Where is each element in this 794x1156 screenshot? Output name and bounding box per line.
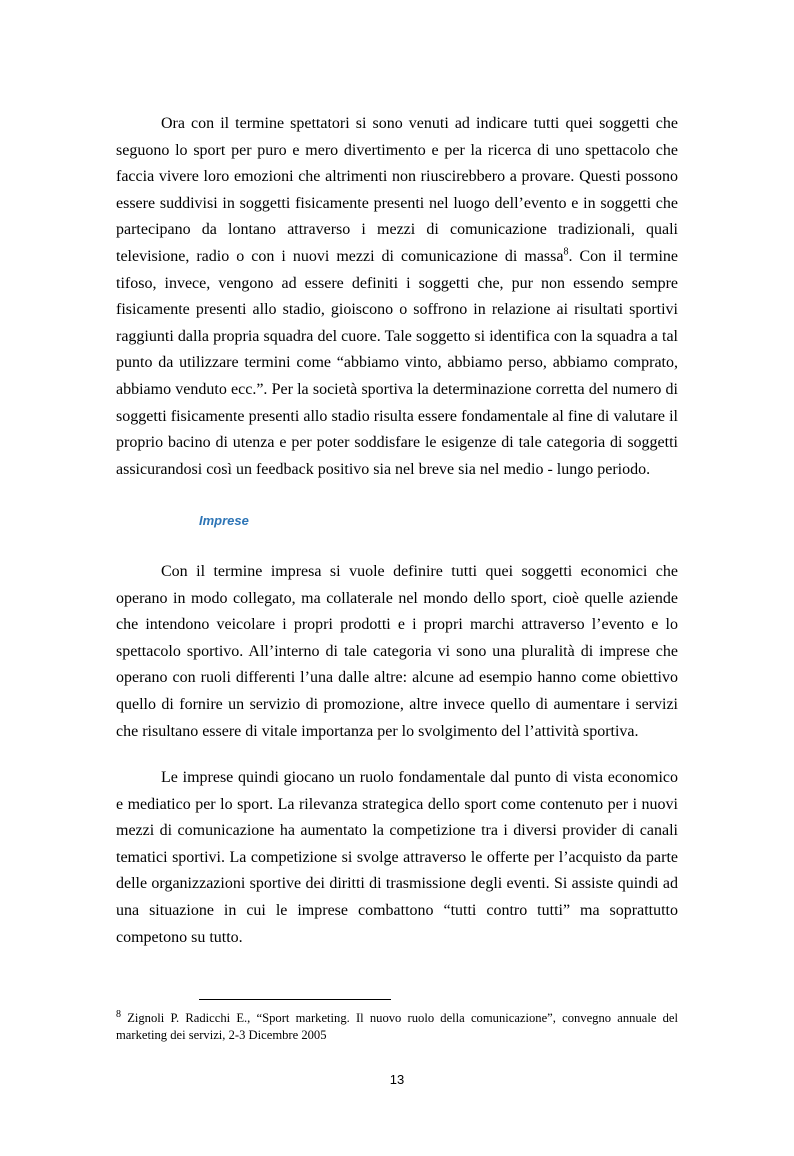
footnote [116, 1010, 678, 1044]
page-number: 13 [389, 1072, 405, 1087]
footnote-text: Zignoli P. Radicchi E., “Sport marketing. Il nuovo ruolo della comunicazione”, convegno annuale del marketing dei servizi, 2-3 Dicembre 2005 [116, 1011, 678, 1042]
paragraph-text: . Con il termine tifoso, invece, vengono ad essere definiti i soggetti che, pur non essendo sempre fisicamente presenti allo stadio, gioiscono o soffrono in relazione ai risultati sportivi raggiunti dalla propria squadra del cuore. Tale soggetto si identifica con la squadra a tal punto da utilizzare termini come “abbiamo vinto, abbiamo perso, abbiamo comprato, abbiamo venduto ecc.”. Per la società sportiva la determinazione corretta del numero di soggetti fisicamente presenti allo stadio risulta essere fondamentale al fine di valutare il proprio bacino di utenza e per poter soddisfare le esigenze di tale categoria di soggetti assicurandosi così un feedback positivo sia nel breve sia nel medio - lungo periodo. [116, 247, 678, 478]
footnote-number: 8 [116, 1008, 121, 1020]
footnote-separator [199, 999, 391, 1000]
paragraph-imprese-role: Le imprese quindi giocano un ruolo fondamentale dal punto di vista economico e mediatico per lo sport. La rilevanza strategica dello sport come contenuto per i nuovi mezzi di comunicazione ha aumentato la competizione tra i diversi provider di canali tematici sportivi. La competizione si svolge attraverso le offerte per l’acquisto da parte delle organizzazioni sportive dei diritti di trasmissione degli eventi. Si assiste quindi ad una situazione in cui le imprese combattono “tutti contro tutti” ma soprattutto competono su tutto. [116, 769, 678, 946]
paragraph-impresa-definition: Con il termine impresa si vuole definire tutti quei soggetti economici che operano in modo collegato, ma collaterale nel mondo dello sport, cioè quelle aziende che intendono veicolare i propri prodotti e i propri marchi attraverso l’evento e lo spettacolo sportivo. All’interno di tale categoria vi sono una pluralità di imprese che operano con ruoli differenti l’una dalle altre: alcune ad esempio hanno come obiettivo quello di fornire un servizio di promozione, altre invece quello di aumentare i servizi che risultano essere di vitale importanza per lo svolgimento del l’attività sportiva. [116, 563, 678, 740]
paragraph-spettatori [116, 111, 678, 483]
section-heading-imprese: Imprese [199, 513, 249, 528]
paragraph-text: Ora con il termine spettatori si sono venuti ad indicare tutti quei soggetti che seguono lo sport per puro e mero divertimento e per la ricerca di uno spettacolo che faccia vivere loro emozioni che altrimenti non riuscirebbero a provare. Questi possono essere suddivisi in soggetti fisicamente presenti nel luogo dell’evento e in soggetti che partecipano da lontano attraverso i mezzi di comunicazione tradizionali, quali televisione, radio o con i nuovi mezzi di comunicazione di massa [116, 115, 678, 265]
footnote-reference[interactable]: 8 [563, 246, 569, 258]
